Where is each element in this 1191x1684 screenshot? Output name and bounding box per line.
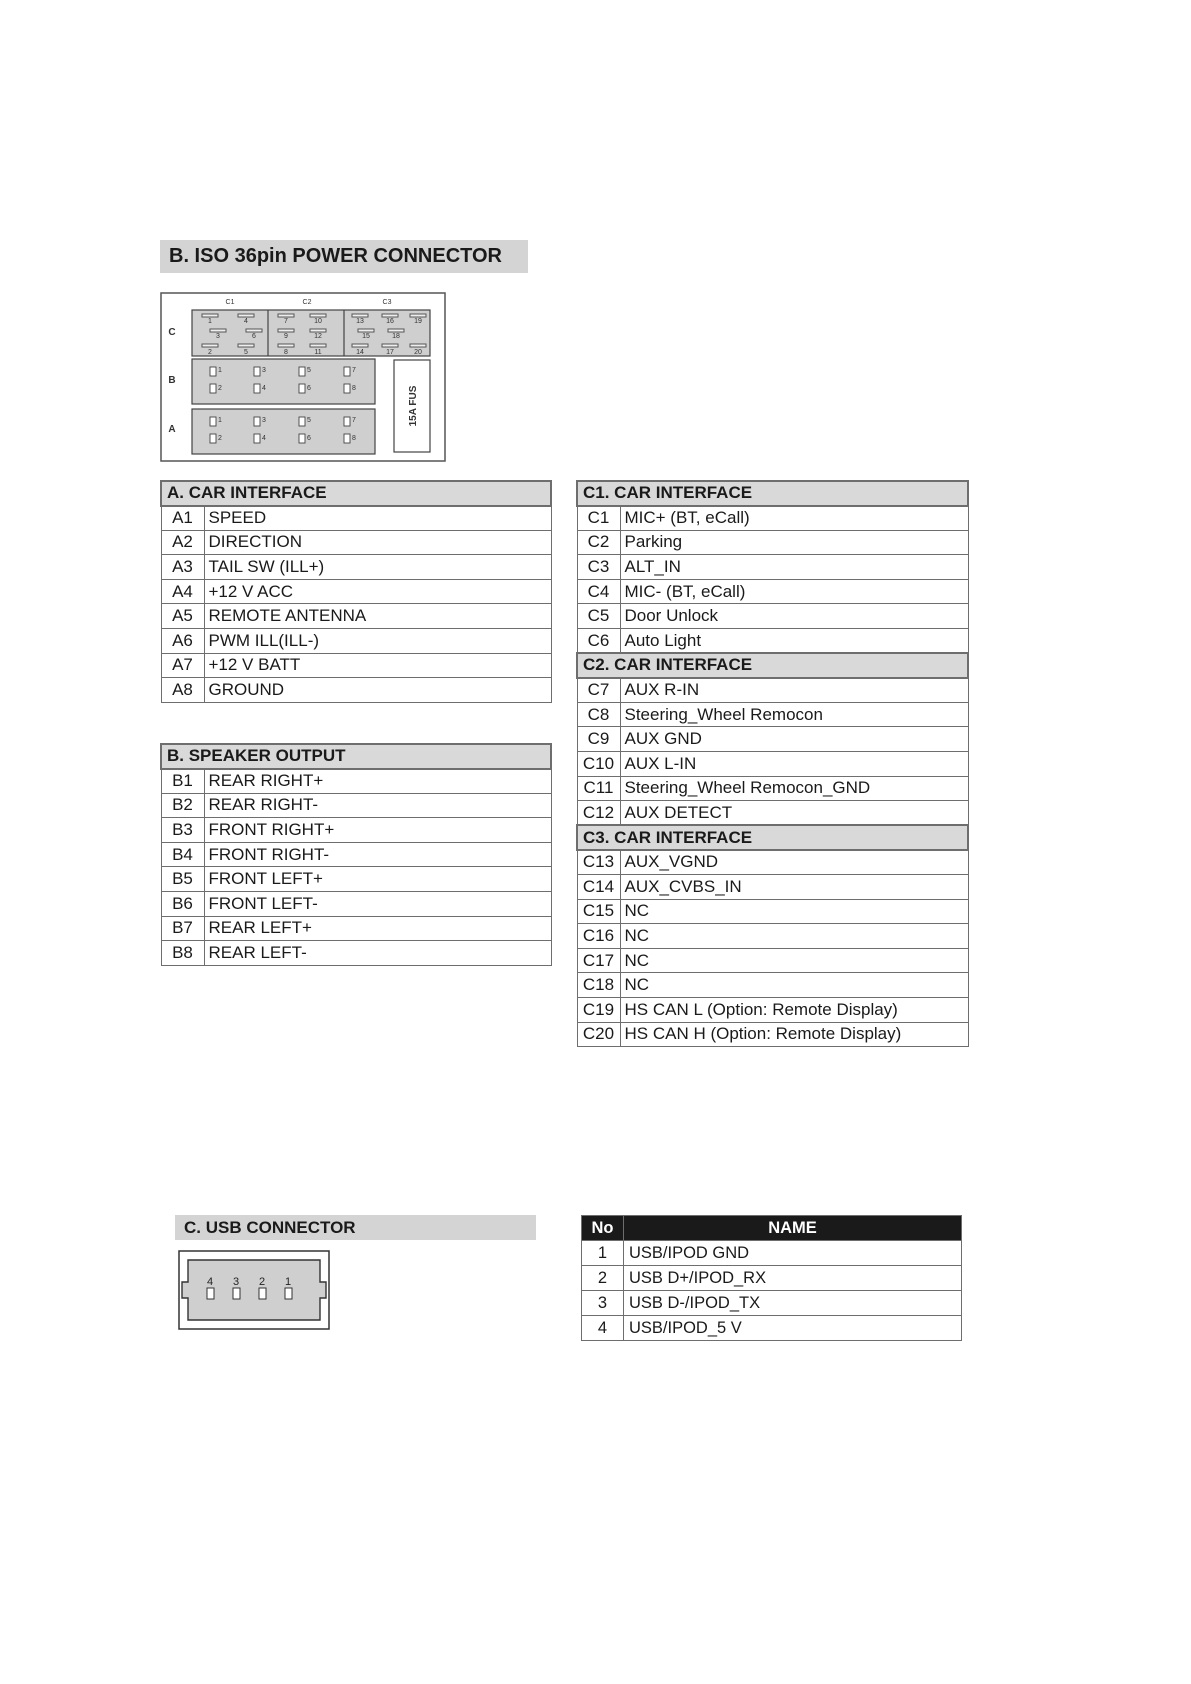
group-label-c1: C1 — [225, 299, 235, 306]
row-label-c: C — [168, 327, 176, 338]
svg-text:13: 13 — [356, 318, 364, 325]
svg-text:2: 2 — [258, 1276, 266, 1288]
fuse-label: 15A FUS — [408, 385, 419, 427]
svg-text:9: 9 — [284, 333, 288, 340]
table-row: C6 Auto Light — [577, 629, 968, 654]
usb-table-name-header: NAME — [624, 1216, 962, 1241]
svg-text:3: 3 — [262, 417, 266, 424]
table-row: 1 USB/IPOD GND — [582, 1241, 962, 1266]
table-row: B5 FRONT LEFT+ — [161, 867, 551, 892]
svg-text:4: 4 — [262, 435, 266, 442]
table-car-interface-c — [576, 480, 969, 1047]
usb-table-no-header: No — [582, 1216, 624, 1241]
svg-text:11: 11 — [314, 349, 322, 356]
svg-text:6: 6 — [307, 385, 311, 392]
iso-connector-diagram — [160, 292, 446, 462]
svg-text:4: 4 — [244, 318, 248, 325]
table-row: C8 Steering_Wheel Remocon — [577, 702, 968, 727]
svg-text:20: 20 — [414, 349, 422, 356]
table-b-header: B. SPEAKER OUTPUT — [161, 744, 551, 769]
table-row: B2 REAR RIGHT- — [161, 793, 551, 818]
table-row: C4 MIC- (BT, eCall) — [577, 579, 968, 604]
table-row: C17 NC — [577, 948, 968, 973]
table-row: A6 PWM ILL(ILL-) — [161, 629, 551, 654]
table-row: C9 AUX GND — [577, 727, 968, 752]
table-row: A4 +12 V ACC — [161, 579, 551, 604]
table-row: B6 FRONT LEFT- — [161, 892, 551, 917]
group-label-c3: C3 — [382, 299, 392, 306]
table-row: B4 FRONT RIGHT- — [161, 842, 551, 867]
table-row: 3 USB D-/IPOD_TX — [582, 1291, 962, 1316]
group-label-c2: C2 — [302, 299, 312, 306]
table-row: A3 TAIL SW (ILL+) — [161, 555, 551, 580]
table-row: C1 MIC+ (BT, eCall) — [577, 506, 968, 531]
svg-text:14: 14 — [356, 349, 364, 356]
table-a-header: A. CAR INTERFACE — [161, 481, 551, 506]
usb-connector-title: C. USB CONNECTOR — [175, 1215, 536, 1240]
row-label-a: A — [168, 424, 176, 435]
svg-text:3: 3 — [216, 333, 220, 340]
table-row: A5 REMOTE ANTENNA — [161, 604, 551, 629]
usb-housing — [182, 1260, 326, 1320]
table-row: 2 USB D+/IPOD_RX — [582, 1266, 962, 1291]
svg-text:8: 8 — [284, 349, 288, 356]
table-row: C19 HS CAN L (Option: Remote Display) — [577, 997, 968, 1022]
svg-text:7: 7 — [352, 367, 356, 374]
iso-connector-title: B. ISO 36pin POWER CONNECTOR — [160, 240, 528, 273]
table-row: C11 Steering_Wheel Remocon_GND — [577, 776, 968, 801]
svg-text:5: 5 — [307, 367, 311, 374]
table-row: B3 FRONT RIGHT+ — [161, 818, 551, 843]
svg-text:5: 5 — [244, 349, 248, 356]
table-row: A8 GROUND — [161, 678, 551, 703]
table-row: C5 Door Unlock — [577, 604, 968, 629]
svg-text:7: 7 — [352, 417, 356, 424]
svg-text:8: 8 — [352, 435, 356, 442]
table-row: B1 REAR RIGHT+ — [161, 769, 551, 794]
svg-text:4: 4 — [262, 385, 266, 392]
table-row: C7 AUX R-IN — [577, 678, 968, 703]
table-row: A1 SPEED — [161, 506, 551, 531]
svg-text:1: 1 — [208, 318, 212, 325]
svg-text:18: 18 — [392, 333, 400, 340]
table-speaker-output — [160, 743, 552, 966]
table-row: C13 AUX_VGND — [577, 850, 968, 875]
table-c2-header: C2. CAR INTERFACE — [577, 653, 968, 678]
svg-text:6: 6 — [307, 435, 311, 442]
svg-text:3: 3 — [262, 367, 266, 374]
table-c1-header: C1. CAR INTERFACE — [577, 481, 968, 506]
table-row: C16 NC — [577, 924, 968, 949]
table-row: 4 USB/IPOD_5 V — [582, 1316, 962, 1341]
svg-text:3: 3 — [232, 1276, 240, 1288]
svg-text:4: 4 — [206, 1276, 214, 1288]
table-c3-header: C3. CAR INTERFACE — [577, 825, 968, 850]
svg-text:1: 1 — [218, 367, 222, 374]
table-row: B7 REAR LEFT+ — [161, 916, 551, 941]
table-row: C2 Parking — [577, 530, 968, 555]
svg-text:16: 16 — [386, 318, 394, 325]
table-row: A7 +12 V BATT — [161, 653, 551, 678]
table-row: C12 AUX DETECT — [577, 801, 968, 826]
svg-text:6: 6 — [252, 333, 256, 340]
svg-text:1: 1 — [284, 1276, 292, 1288]
usb-pin-table — [581, 1215, 962, 1341]
svg-text:1: 1 — [218, 417, 222, 424]
a-block — [192, 409, 375, 454]
svg-text:19: 19 — [414, 318, 422, 325]
table-row: B8 REAR LEFT- — [161, 941, 551, 966]
svg-text:2: 2 — [218, 435, 222, 442]
b-block — [192, 359, 375, 404]
svg-text:8: 8 — [352, 385, 356, 392]
table-row: C20 HS CAN H (Option: Remote Display) — [577, 1022, 968, 1047]
svg-text:17: 17 — [386, 349, 394, 356]
usb-connector-diagram — [178, 1250, 330, 1330]
table-row: A2 DIRECTION — [161, 530, 551, 555]
row-label-b: B — [168, 375, 176, 386]
svg-text:12: 12 — [314, 333, 322, 340]
table-row: C3 ALT_IN — [577, 555, 968, 580]
svg-text:2: 2 — [208, 349, 212, 356]
table-row: C18 NC — [577, 973, 968, 998]
table-row: C10 AUX L-IN — [577, 752, 968, 777]
svg-text:2: 2 — [218, 385, 222, 392]
svg-text:10: 10 — [314, 318, 322, 325]
svg-text:5: 5 — [307, 417, 311, 424]
table-row: C14 AUX_CVBS_IN — [577, 875, 968, 900]
svg-text:15: 15 — [362, 333, 370, 340]
table-car-interface-a — [160, 480, 552, 703]
table-row: C15 NC — [577, 899, 968, 924]
svg-text:7: 7 — [284, 318, 288, 325]
